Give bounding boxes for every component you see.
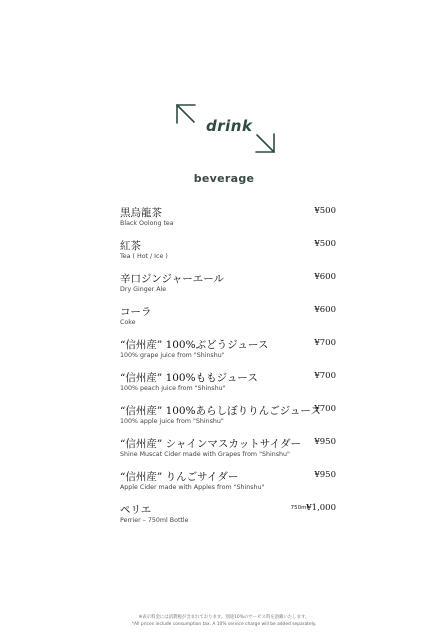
menu-item [120,436,340,464]
item-name-jp: 辛口ジンジャーエール [120,273,225,285]
item-price: ¥500 [314,239,336,249]
item-volume: 750ml [290,505,308,511]
menu-item [120,502,340,530]
item-name-jp: 紅茶 [120,240,141,252]
item-name-jp: “信州産” りんごサイダー [120,471,239,483]
item-price: ¥700 [314,404,336,414]
item-name-jp: “信州産” シャインマスカットサイダー [120,438,302,450]
menu-item [120,469,340,497]
item-name-jp: 黒烏龍茶 [120,207,162,219]
menu-item [120,370,340,398]
page-title: drink [206,117,253,135]
arrow-left-icon[interactable] [173,101,197,125]
item-name-en: Black Oolong tea [120,220,174,227]
menu-item [120,337,340,365]
item-name-jp: ペリエ [120,504,152,516]
item-price: ¥950 [314,437,336,447]
item-name-en: Apple Cider made with Apples from "Shinshu" [120,484,265,491]
item-name-en: Tea ( Hot / Ice ) [120,253,168,260]
item-name-jp: “信州産” 100%あらしぼりりんごジュース [120,405,321,417]
section-heading: beverage [193,172,255,185]
note-jp: ※表示料金には消費税が含まれております。別途10%のサービス料を頂戴いたします。 [138,615,310,620]
menu-item [120,304,340,332]
item-name-en: Dry Ginger Ale [120,286,167,293]
item-price: ¥950 [314,470,336,480]
item-name-en: 100% apple juice from "Shinshu" [120,418,224,425]
item-price: ¥600 [314,272,336,282]
arrow-right-icon[interactable] [254,132,278,156]
item-name-en: Shine Muscat Cider made with Grapes from "Shinshu" [120,451,290,458]
item-name-jp: “信州産” 100%ももジュース [120,372,258,384]
item-name-en: Perrier – 750ml Bottle [120,517,189,524]
item-price: ¥700 [314,338,336,348]
footer-notes [0,614,448,628]
item-name-en: 100% peach juice from "Shinshu" [120,385,226,392]
note-en: *All prices include consumption tax. A 10% service charge will be added separately. [131,622,317,627]
item-price: ¥500 [314,206,336,216]
item-price: ¥600 [314,305,336,315]
item-price: ¥700 [314,371,336,381]
item-name-en: 100% grape juice from "Shinshu" [120,352,225,359]
menu-item [120,238,340,266]
menu-item [120,403,340,431]
menu-item [120,271,340,299]
item-name-jp: コーラ [120,306,152,318]
item-name-en: Coke [120,319,136,326]
item-price: ¥1,000 [306,503,336,513]
menu-item [120,205,340,233]
item-name-jp: “信州産” 100%ぶどうジュース [120,339,269,351]
